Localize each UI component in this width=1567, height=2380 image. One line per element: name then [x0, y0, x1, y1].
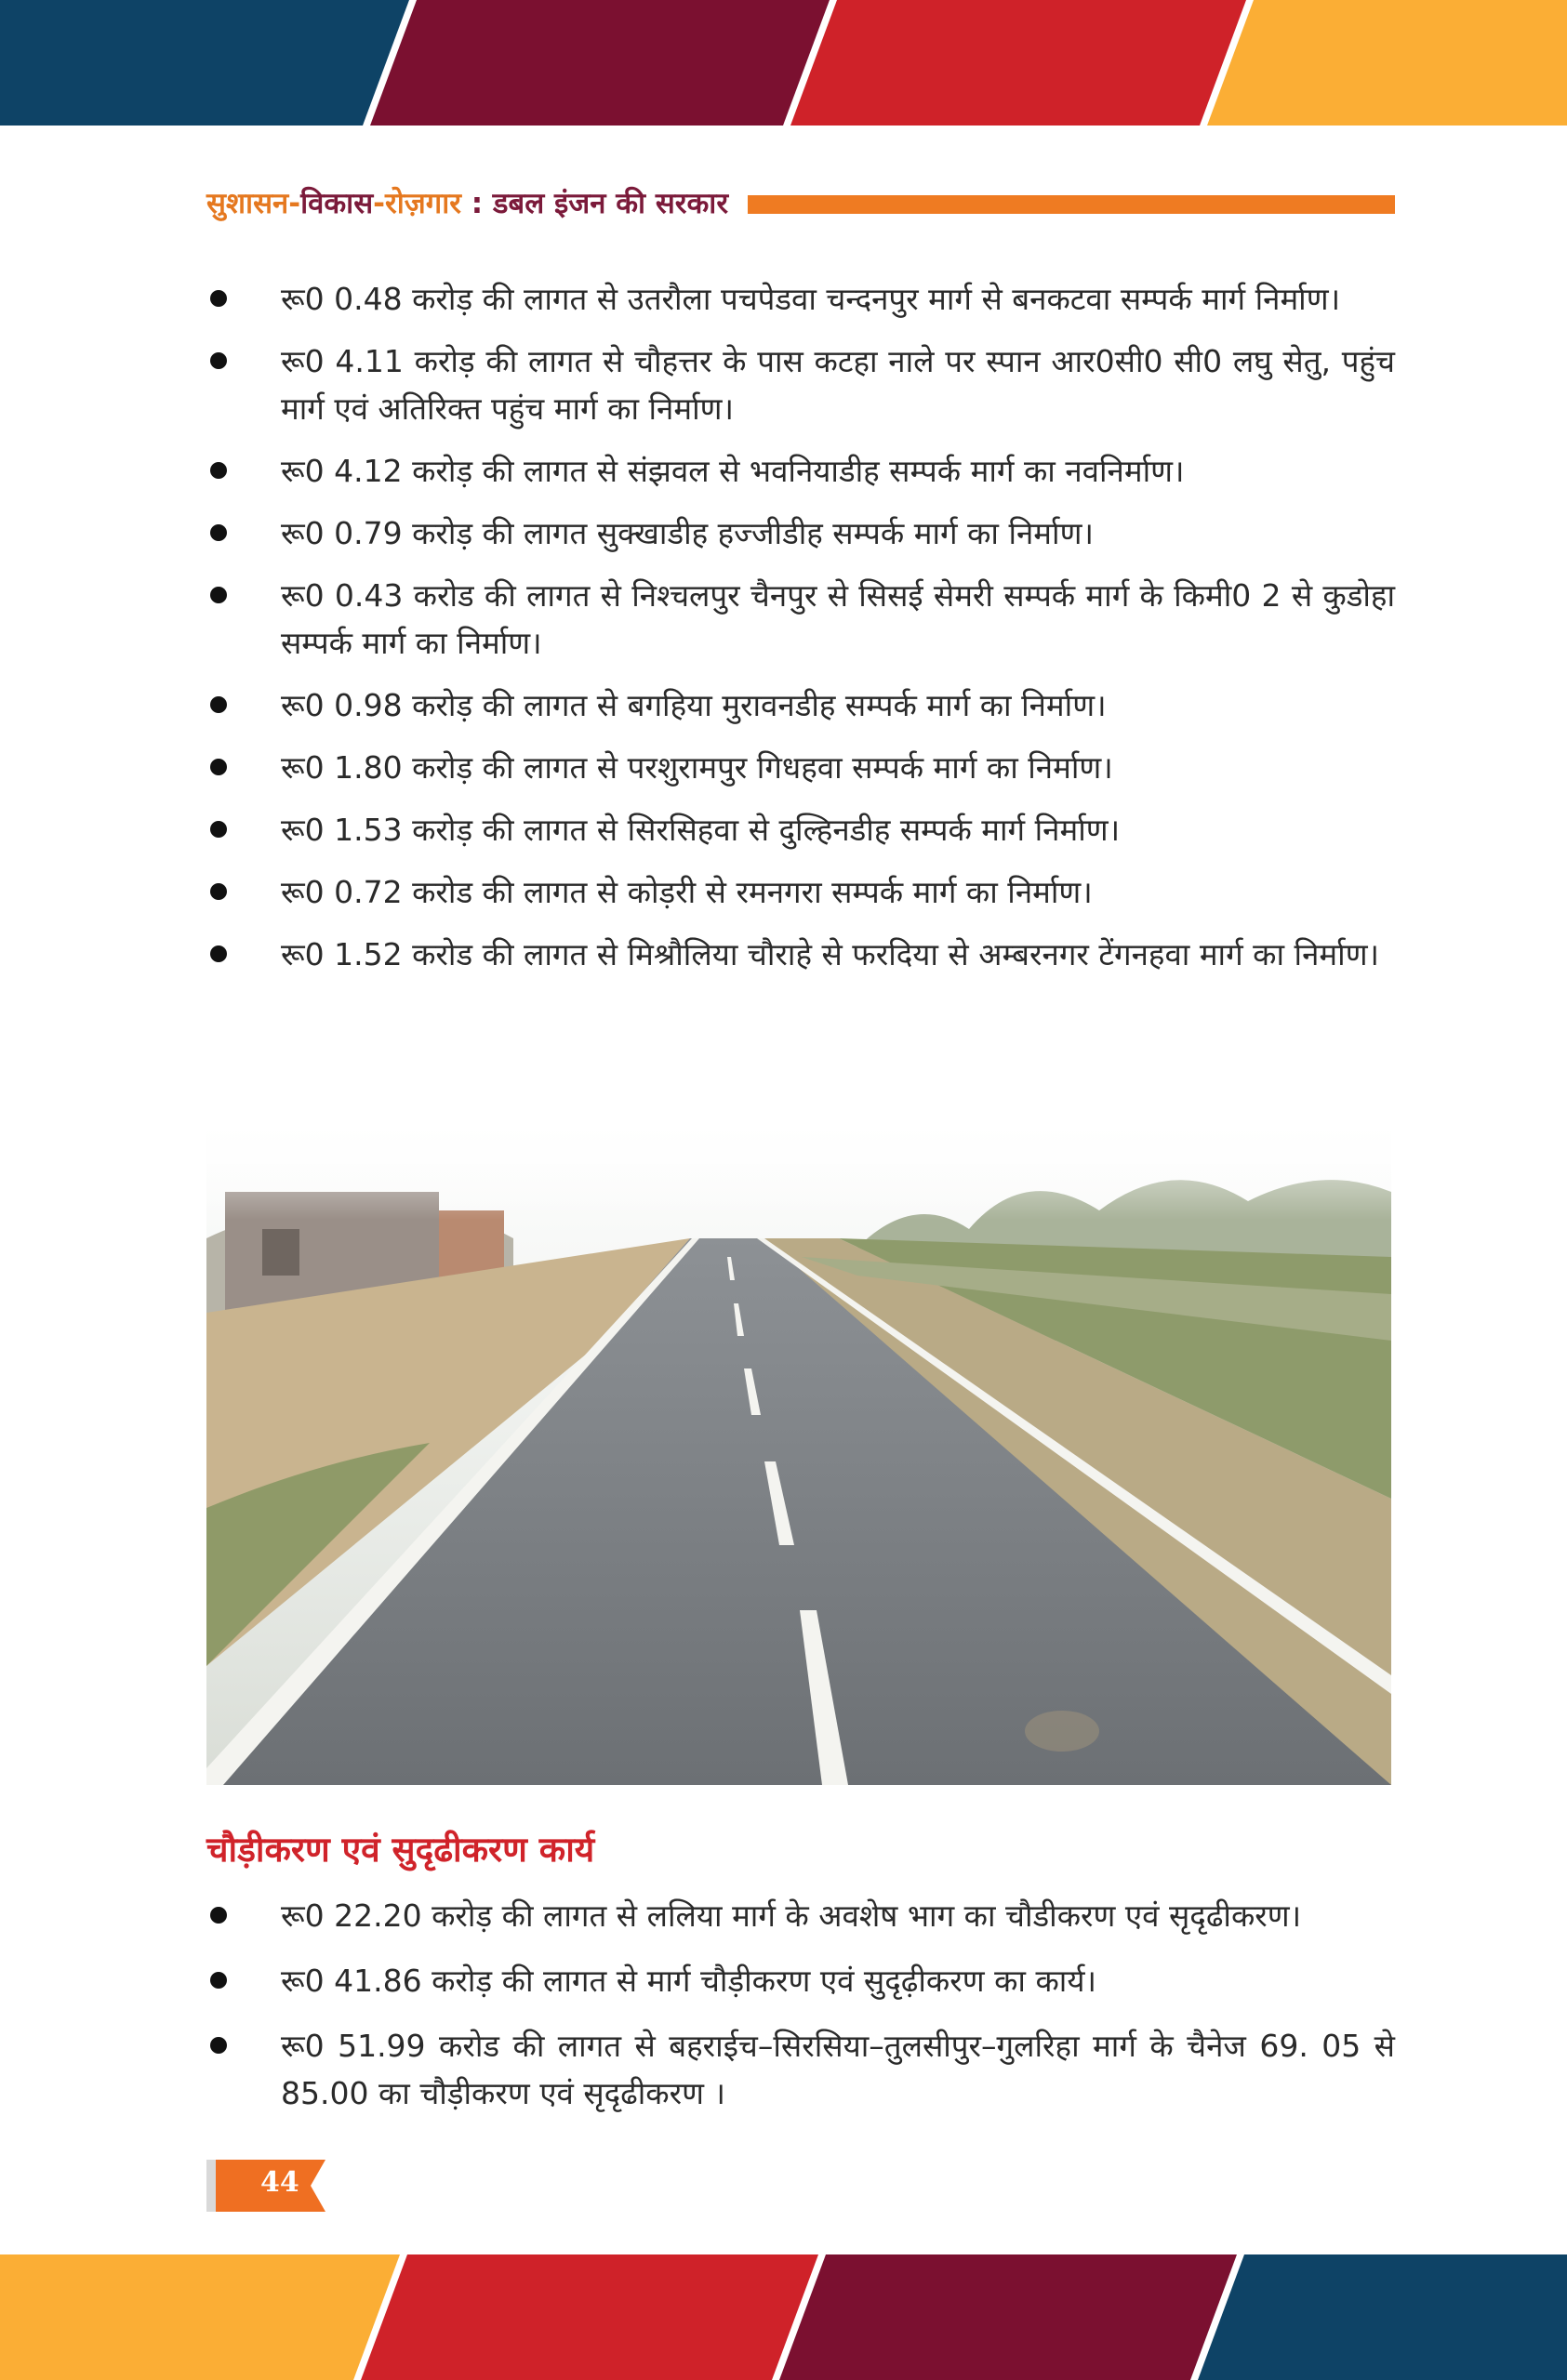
bullet-icon	[210, 945, 227, 962]
running-header	[206, 182, 1395, 229]
bullet-icon	[210, 1972, 227, 1989]
list-item: रू0 0.98 करोड़ की लागत से बगहिया मुरावनडीह सम्पर्क मार्ग का निर्माण।	[206, 681, 1395, 729]
list-item: रू0 4.12 करोड़ की लागत से संझवल से भवनियाडीह सम्पर्क मार्ग का नवनिर्माण।	[206, 447, 1395, 495]
widening-projects-list	[206, 1892, 1395, 2135]
bullet-icon	[210, 2037, 227, 2054]
header-title-sushasan: सुशासन	[206, 187, 289, 220]
header-title: सुशासन-विकास-रोज़गार : डबल इंजन की सरकार	[206, 187, 729, 220]
header-rule	[748, 195, 1395, 214]
page-number-tab	[206, 2160, 327, 2212]
list-item: रू0 1.53 करोड़ की लागत से सिरसिहवा से दुल्हिनडीह सम्पर्क मार्ग निर्माण।	[206, 806, 1395, 853]
bullet-icon	[210, 1907, 227, 1924]
list-item: रू0 1.52 करोड की लागत से मिश्रौलिया चौराहे से फरदिया से अम्बरनगर टेंगनहवा मार्ग का निर्माण।	[206, 931, 1395, 978]
bullet-icon	[210, 524, 227, 541]
list-item: रू0 0.43 करोड की लागत से निश्चलपुर चैनपुर से सिसई सेमरी सम्पर्क मार्ग के किमी0 2 से कुडोहा सम्पर्क मार्ग का निर्माण।	[206, 572, 1395, 667]
road-photo	[206, 1108, 1391, 1785]
page-number: 44	[260, 2166, 299, 2199]
bullet-icon	[210, 696, 227, 713]
list-item: रू0 0.48 करोड़ की लागत से उतरौला पचपेडवा चन्दनपुर मार्ग से बनकटवा सम्पर्क मार्ग निर्माण।	[206, 275, 1395, 323]
bullet-icon	[210, 821, 227, 838]
header-title-subtitle: डबल इंजन की सरकार	[492, 187, 729, 220]
header-title-vikas: विकास	[300, 187, 374, 220]
bottom-color-band	[0, 2254, 1567, 2380]
list-item: रू0 1.80 करोड़ की लागत से परशुरामपुर गिधहवा सम्पर्क मार्ग का निर्माण।	[206, 744, 1395, 791]
list-item: रू0 51.99 करोड की लागत से बहराईच–सिरसिया–तुलसीपुर–गुलरिहा मार्ग के चैनेज 69. 05 से 85.00 का चौड़ीकरण एवं सृदृढीकरण ।	[206, 2022, 1395, 2117]
top-color-band	[0, 0, 1567, 126]
list-item: रू0 22.20 करोड़ की लागत से ललिया मार्ग के अवशेष भाग का चौडीकरण एवं सृदृढीकरण।	[206, 1892, 1395, 1939]
section-heading: चौड़ीकरण एवं सुदृढीकरण कार्य	[206, 1830, 595, 1870]
bullet-icon	[210, 352, 227, 369]
list-item: रू0 4.11 करोड़ की लागत से चौहत्तर के पास कटहा नाले पर स्पान आर0सी0 सी0 लघु सेतु, पहुंच मार्ग एवं अतिरिक्त पहुंच मार्ग का निर्माण।	[206, 337, 1395, 432]
bullet-icon	[210, 759, 227, 775]
list-item: रू0 0.72 करोड की लागत से कोड़री से रमनगरा सम्पर्क मार्ग का निर्माण।	[206, 868, 1395, 916]
list-item: रू0 0.79 करोड़ की लागत सुक्खाडीह हज्जीडीह सम्पर्क मार्ग का निर्माण।	[206, 509, 1395, 557]
bullet-icon	[210, 883, 227, 900]
road-projects-list	[206, 275, 1395, 993]
list-item: रू0 41.86 करोड़ की लागत से मार्ग चौड़ीकरण एवं सुदृढ़ीकरण का कार्य।	[206, 1957, 1395, 2004]
bullet-icon	[210, 462, 227, 479]
bullet-icon	[210, 587, 227, 603]
header-title-rozgar: रोज़गार	[385, 187, 461, 220]
bullet-icon	[210, 290, 227, 307]
